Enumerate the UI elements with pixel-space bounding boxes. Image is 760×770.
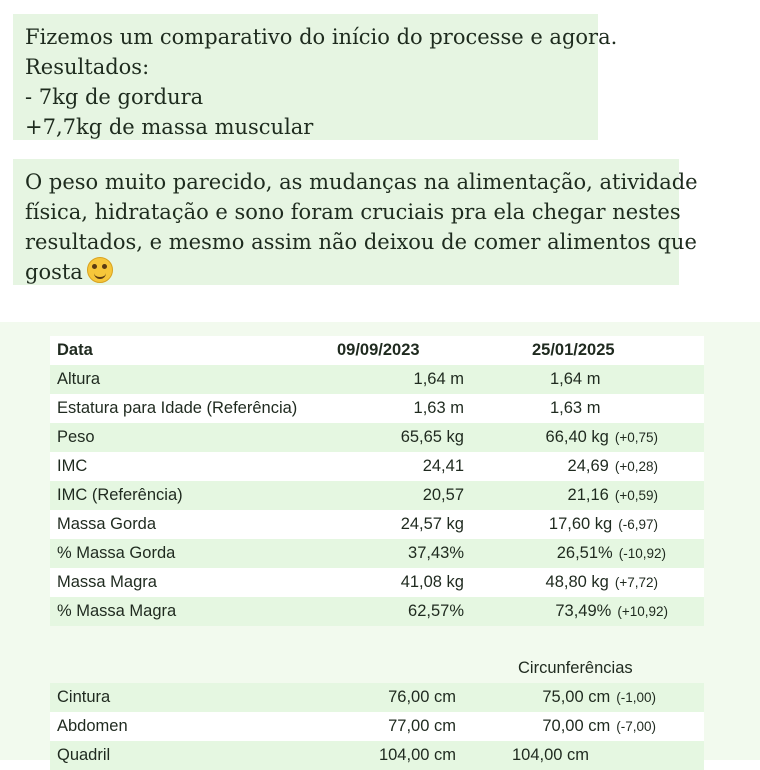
row-value-2 — [568, 452, 658, 481]
delta-text: (+10,92) — [617, 604, 668, 619]
delta-text: (+0,75) — [614, 430, 658, 445]
value-2-text: 17,60 kg — [548, 515, 613, 533]
row-value-2 — [542, 683, 656, 712]
star-struck-emoji-icon — [87, 257, 113, 283]
value-2-text: 1,63 m — [550, 399, 601, 417]
row-value-1: 76,00 cm — [388, 688, 456, 706]
row-value-1: 41,08 kg — [400, 573, 464, 591]
table-row — [50, 423, 704, 452]
row-label: Estatura para Idade (Referência) — [57, 399, 298, 417]
message-line: +7,7kg de massa muscular — [25, 115, 314, 139]
row-value-2 — [568, 481, 658, 510]
delta-text: (-1,00) — [616, 690, 656, 705]
header-label: Data — [57, 341, 93, 359]
row-label: % Massa Gorda — [57, 544, 176, 562]
row-label: IMC (Referência) — [57, 486, 183, 504]
delta-text: (+7,72) — [614, 575, 658, 590]
row-value-1: 24,57 kg — [400, 515, 464, 533]
row-value-2 — [546, 568, 658, 597]
value-2-text: 70,00 cm — [542, 717, 611, 735]
row-value-2 — [549, 510, 658, 539]
row-label: Massa Magra — [57, 573, 157, 591]
table-row — [50, 452, 704, 481]
row-label: Massa Gorda — [57, 515, 157, 533]
row-value-2 — [550, 394, 600, 423]
message-line: O peso muito parecido, as mudanças na alimentação, atividade — [25, 170, 698, 194]
comparison-table — [50, 336, 704, 766]
row-value-2 — [550, 365, 600, 394]
row-value-1: 24,41 — [422, 457, 464, 475]
row-value-2 — [542, 712, 656, 741]
header-date-2: 25/01/2025 — [532, 341, 615, 359]
row-value-2 — [512, 741, 589, 770]
row-value-2 — [546, 423, 658, 452]
table-row — [50, 539, 704, 568]
row-label: Cintura — [57, 688, 111, 706]
table-row — [50, 712, 704, 741]
row-value-1: 65,65 kg — [400, 428, 464, 446]
value-2-text: 1,64 m — [550, 370, 601, 388]
row-label: Quadril — [57, 746, 111, 764]
value-2-text: 75,00 cm — [542, 688, 611, 706]
message-line: Resultados: — [25, 55, 150, 79]
table-row — [50, 365, 704, 394]
row-label: IMC — [57, 457, 88, 475]
delta-text: (-7,00) — [616, 719, 656, 734]
table-row — [50, 597, 704, 626]
row-label: % Massa Magra — [57, 602, 177, 620]
row-label: Altura — [57, 370, 101, 388]
row-label: Abdomen — [57, 717, 128, 735]
message-line-text: gosta — [25, 260, 83, 284]
row-label: Peso — [57, 428, 95, 446]
value-2-text: 73,49% — [555, 602, 612, 620]
row-value-2 — [557, 539, 666, 568]
row-value-1: 62,57% — [408, 602, 464, 620]
message-bubble-2 — [13, 159, 698, 285]
message-line: - 7kg de gordura — [25, 85, 204, 109]
value-2-text: 104,00 cm — [512, 746, 590, 764]
message-line: resultados, e mesmo assim não deixou de comer alimentos que — [25, 230, 697, 254]
delta-text: (-6,97) — [618, 517, 658, 532]
header-date-1: 09/09/2023 — [337, 341, 420, 359]
row-value-1: 77,00 cm — [388, 717, 456, 735]
row-value-2 — [555, 597, 668, 626]
table-row — [50, 568, 704, 597]
value-2-text: 66,40 kg — [545, 428, 609, 446]
value-2-text: 24,69 — [567, 457, 609, 475]
delta-text: (-10,92) — [618, 546, 666, 561]
message-line — [25, 257, 667, 287]
table-row — [50, 741, 704, 770]
row-value-1: 20,57 — [422, 486, 464, 504]
comparison-table-image — [0, 322, 760, 764]
circumferences-title: Circunferências — [518, 659, 633, 677]
row-value-1: 37,43% — [408, 544, 464, 562]
table-header-row — [50, 336, 704, 365]
delta-text: (+0,59) — [614, 488, 658, 503]
row-value-1: 1,64 m — [413, 370, 464, 388]
value-2-text: 26,51% — [556, 544, 613, 562]
message-line: Fizemos um comparativo do início do processe e agora. — [25, 25, 618, 49]
message-bubble-1 — [13, 14, 618, 140]
row-value-1: 1,63 m — [413, 399, 464, 417]
value-2-text: 48,80 kg — [545, 573, 609, 591]
delta-text: (+0,28) — [614, 459, 658, 474]
value-2-text: 21,16 — [567, 486, 609, 504]
message-line: física, hidratação e sono foram cruciais pra ela chegar nestes — [25, 200, 681, 224]
row-value-1: 104,00 cm — [378, 746, 456, 764]
table-row — [50, 394, 704, 423]
table-row — [50, 683, 704, 712]
table-row — [50, 510, 704, 539]
table-row — [50, 481, 704, 510]
